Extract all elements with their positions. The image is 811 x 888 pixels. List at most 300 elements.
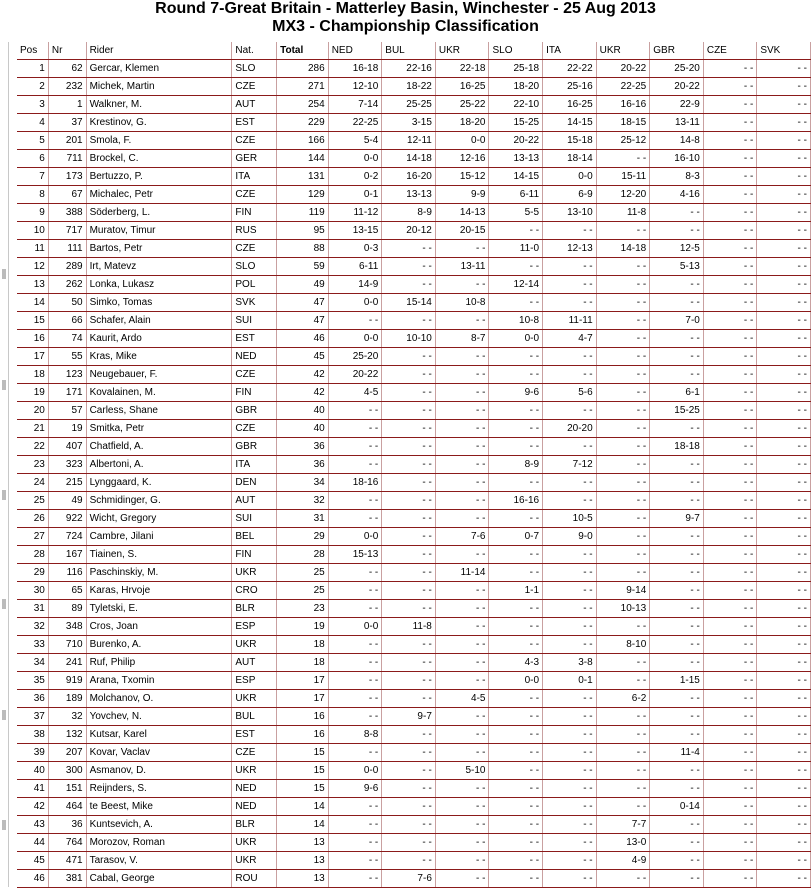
round-score: - - [596, 492, 650, 510]
round-score: - - [650, 276, 704, 294]
table-row [17, 456, 811, 474]
table-row [17, 168, 811, 186]
round-score: - - [757, 348, 811, 366]
round-score: - - [328, 672, 382, 690]
row-pos: 23 [17, 456, 48, 474]
row-pos: 36 [17, 690, 48, 708]
round-score: 14-18 [596, 240, 650, 258]
row-pos: 24 [17, 474, 48, 492]
row-nat: NED [232, 348, 277, 366]
round-score: 18-22 [382, 78, 436, 96]
header-total: Total [277, 42, 329, 60]
round-score: - - [489, 438, 543, 456]
round-score: - - [703, 474, 757, 492]
round-score: 22-25 [596, 78, 650, 96]
row-total: 25 [277, 582, 329, 600]
round-score: - - [328, 492, 382, 510]
round-score: - - [703, 510, 757, 528]
round-score: - - [757, 474, 811, 492]
row-nat: NED [232, 780, 277, 798]
round-score: - - [703, 564, 757, 582]
round-score: - - [596, 420, 650, 438]
round-score: - - [382, 600, 436, 618]
row-total: 18 [277, 654, 329, 672]
row-rider: Chatfield, A. [86, 438, 232, 456]
row-pos: 14 [17, 294, 48, 312]
row-nr: 711 [48, 150, 86, 168]
round-score: - - [596, 474, 650, 492]
round-score: - - [757, 672, 811, 690]
row-nr: 167 [48, 546, 86, 564]
round-score: - - [382, 690, 436, 708]
row-pos: 46 [17, 870, 48, 888]
round-score: 6-11 [328, 258, 382, 276]
row-rider: Cabal, George [86, 870, 232, 888]
row-total: 59 [277, 258, 329, 276]
round-score: - - [703, 654, 757, 672]
row-nat: CZE [232, 366, 277, 384]
round-score: 14-15 [543, 114, 597, 132]
round-score: - - [703, 420, 757, 438]
round-score: - - [543, 690, 597, 708]
round-score: - - [596, 654, 650, 672]
round-score: - - [543, 348, 597, 366]
round-score: - - [650, 654, 704, 672]
round-score: 13-0 [596, 834, 650, 852]
row-total: 286 [277, 60, 329, 78]
row-pos: 40 [17, 762, 48, 780]
round-score: - - [328, 420, 382, 438]
row-pos: 31 [17, 600, 48, 618]
round-score: - - [382, 582, 436, 600]
row-nat: AUT [232, 654, 277, 672]
row-nr: 67 [48, 186, 86, 204]
round-score: - - [435, 366, 489, 384]
round-score: 25-16 [543, 78, 597, 96]
row-rider: Simko, Tomas [86, 294, 232, 312]
row-nr: 151 [48, 780, 86, 798]
table-row [17, 528, 811, 546]
round-score: 0-0 [328, 330, 382, 348]
row-nr: 65 [48, 582, 86, 600]
round-score: 14-15 [489, 168, 543, 186]
round-score: - - [382, 384, 436, 402]
table-row [17, 726, 811, 744]
row-nr: 36 [48, 816, 86, 834]
table-row [17, 96, 811, 114]
row-rider: Molchanov, O. [86, 690, 232, 708]
table-row [17, 312, 811, 330]
round-score: 18-14 [543, 150, 597, 168]
round-score: - - [435, 834, 489, 852]
table-row [17, 492, 811, 510]
round-score: 0-0 [328, 150, 382, 168]
round-score: 10-8 [435, 294, 489, 312]
round-score: 3-8 [543, 654, 597, 672]
round-score: - - [757, 816, 811, 834]
row-nr: 717 [48, 222, 86, 240]
header-rider: Rider [86, 42, 232, 60]
round-score: - - [757, 654, 811, 672]
row-nat: NED [232, 798, 277, 816]
round-score: 0-7 [489, 528, 543, 546]
round-score: - - [435, 492, 489, 510]
page-subtitle: MX3 - Championship Classification [272, 18, 539, 35]
round-score: 13-11 [650, 114, 704, 132]
round-score: - - [596, 348, 650, 366]
row-pos: 25 [17, 492, 48, 510]
round-score: - - [757, 186, 811, 204]
row-nr: 724 [48, 528, 86, 546]
row-pos: 29 [17, 564, 48, 582]
row-nat: AUT [232, 492, 277, 510]
row-nat: BLR [232, 816, 277, 834]
round-score: - - [703, 600, 757, 618]
round-score: 14-9 [328, 276, 382, 294]
round-score: 20-22 [489, 132, 543, 150]
round-score: - - [543, 708, 597, 726]
row-rider: Tiainen, S. [86, 546, 232, 564]
round-score: - - [650, 492, 704, 510]
row-nat: SUI [232, 312, 277, 330]
round-score: - - [382, 726, 436, 744]
round-score: - - [435, 402, 489, 420]
round-score: - - [382, 546, 436, 564]
row-nr: 32 [48, 708, 86, 726]
round-score: - - [757, 726, 811, 744]
round-score: 13-15 [328, 222, 382, 240]
round-score: - - [650, 636, 704, 654]
round-score: 20-12 [382, 222, 436, 240]
row-total: 42 [277, 366, 329, 384]
round-score: - - [435, 708, 489, 726]
round-score: - - [328, 690, 382, 708]
row-nr: 201 [48, 132, 86, 150]
row-nat: DEN [232, 474, 277, 492]
round-score: - - [435, 582, 489, 600]
round-score: - - [382, 240, 436, 258]
round-score: - - [596, 564, 650, 582]
round-score: - - [382, 564, 436, 582]
row-nr: 764 [48, 834, 86, 852]
round-score: - - [382, 276, 436, 294]
round-score: - - [703, 366, 757, 384]
row-nat: GBR [232, 402, 277, 420]
round-score: 15-25 [650, 402, 704, 420]
round-score: - - [489, 564, 543, 582]
round-score: 13-10 [543, 204, 597, 222]
round-score: - - [757, 276, 811, 294]
row-rider: Kaurit, Ardo [86, 330, 232, 348]
round-score: 9-14 [596, 582, 650, 600]
round-score: - - [703, 852, 757, 870]
round-score: - - [489, 510, 543, 528]
round-score: - - [703, 150, 757, 168]
table-row [17, 564, 811, 582]
row-total: 88 [277, 240, 329, 258]
row-nr: 348 [48, 618, 86, 636]
round-score: 3-15 [382, 114, 436, 132]
round-score: 10-5 [543, 510, 597, 528]
round-score: 12-11 [382, 132, 436, 150]
round-score: 9-9 [435, 186, 489, 204]
round-score: - - [328, 402, 382, 420]
row-nat: CZE [232, 420, 277, 438]
table-row [17, 780, 811, 798]
round-score: 0-0 [489, 330, 543, 348]
round-score: 15-18 [543, 132, 597, 150]
round-score: - - [489, 780, 543, 798]
round-score: 11-11 [543, 312, 597, 330]
round-score: - - [435, 546, 489, 564]
round-score: - - [543, 438, 597, 456]
round-score: - - [703, 276, 757, 294]
round-score: 11-8 [382, 618, 436, 636]
round-score: 15-12 [435, 168, 489, 186]
row-total: 15 [277, 744, 329, 762]
row-nr: 207 [48, 744, 86, 762]
row-total: 14 [277, 798, 329, 816]
round-score: - - [757, 780, 811, 798]
round-score: 18-20 [489, 78, 543, 96]
table-row [17, 402, 811, 420]
row-total: 16 [277, 726, 329, 744]
round-score: - - [757, 528, 811, 546]
row-pos: 32 [17, 618, 48, 636]
table-row [17, 510, 811, 528]
round-score: - - [757, 114, 811, 132]
round-score: - - [596, 546, 650, 564]
round-score: - - [382, 834, 436, 852]
row-pos: 20 [17, 402, 48, 420]
row-rider: Bertuzzo, P. [86, 168, 232, 186]
round-score: - - [703, 492, 757, 510]
row-nr: 189 [48, 690, 86, 708]
round-score: 20-22 [650, 78, 704, 96]
row-pos: 30 [17, 582, 48, 600]
round-score: 8-3 [650, 168, 704, 186]
row-nat: CZE [232, 240, 277, 258]
row-total: 23 [277, 600, 329, 618]
row-nat: CRO [232, 582, 277, 600]
round-score: 15-13 [328, 546, 382, 564]
row-nat: EST [232, 726, 277, 744]
round-score: - - [703, 726, 757, 744]
round-score: - - [757, 60, 811, 78]
row-nat: SLO [232, 258, 277, 276]
table-row [17, 582, 811, 600]
row-total: 31 [277, 510, 329, 528]
round-score: 4-7 [543, 330, 597, 348]
round-score: 4-5 [328, 384, 382, 402]
round-score: - - [596, 438, 650, 456]
round-score: - - [382, 636, 436, 654]
round-score: - - [328, 582, 382, 600]
row-nat: SLO [232, 60, 277, 78]
round-score: - - [543, 258, 597, 276]
row-pos: 19 [17, 384, 48, 402]
round-score: - - [703, 168, 757, 186]
row-total: 271 [277, 78, 329, 96]
table-row [17, 834, 811, 852]
row-pos: 1 [17, 60, 48, 78]
round-score: - - [703, 96, 757, 114]
round-score: - - [489, 258, 543, 276]
round-score: - - [489, 816, 543, 834]
table-row [17, 384, 811, 402]
round-score: - - [543, 222, 597, 240]
round-score: 8-10 [596, 636, 650, 654]
round-score: 22-25 [328, 114, 382, 132]
row-rider: Reijnders, S. [86, 780, 232, 798]
round-score: 0-0 [543, 168, 597, 186]
round-score: - - [703, 870, 757, 888]
round-score: - - [596, 708, 650, 726]
round-score: - - [382, 420, 436, 438]
round-score: 6-1 [650, 384, 704, 402]
row-rider: Smola, F. [86, 132, 232, 150]
row-nr: 37 [48, 114, 86, 132]
round-score: - - [543, 852, 597, 870]
round-score: - - [757, 96, 811, 114]
round-score: - - [543, 402, 597, 420]
round-score: - - [703, 312, 757, 330]
round-score: - - [435, 474, 489, 492]
round-score: 5-6 [543, 384, 597, 402]
round-score: 15-25 [489, 114, 543, 132]
round-score: - - [489, 348, 543, 366]
round-score: 25-12 [596, 132, 650, 150]
round-score: - - [757, 546, 811, 564]
round-score: - - [328, 312, 382, 330]
round-score: - - [435, 420, 489, 438]
row-nr: 289 [48, 258, 86, 276]
row-rider: Lonka, Lukasz [86, 276, 232, 294]
round-score: - - [382, 258, 436, 276]
round-score: - - [703, 582, 757, 600]
row-nat: AUT [232, 96, 277, 114]
table-row [17, 870, 811, 888]
round-score: 0-2 [328, 168, 382, 186]
round-score: 6-9 [543, 186, 597, 204]
table-row [17, 222, 811, 240]
round-score: - - [703, 258, 757, 276]
round-score: 8-9 [489, 456, 543, 474]
table-row [17, 690, 811, 708]
row-total: 13 [277, 852, 329, 870]
round-score: - - [328, 870, 382, 888]
row-total: 13 [277, 834, 329, 852]
round-score: - - [757, 870, 811, 888]
round-score: - - [328, 654, 382, 672]
row-rider: Schmidinger, G. [86, 492, 232, 510]
round-score: - - [757, 834, 811, 852]
round-score: - - [596, 384, 650, 402]
round-score: - - [328, 708, 382, 726]
round-score: - - [703, 762, 757, 780]
round-score: 12-14 [489, 276, 543, 294]
row-nat: UKR [232, 564, 277, 582]
row-pos: 9 [17, 204, 48, 222]
row-pos: 45 [17, 852, 48, 870]
round-score: - - [435, 510, 489, 528]
round-score: - - [543, 816, 597, 834]
round-score: 9-6 [328, 780, 382, 798]
round-score: - - [596, 870, 650, 888]
round-score: 6-2 [596, 690, 650, 708]
row-pos: 41 [17, 780, 48, 798]
row-nr: 62 [48, 60, 86, 78]
round-score: - - [489, 636, 543, 654]
round-score: - - [650, 780, 704, 798]
row-rider: Wicht, Gregory [86, 510, 232, 528]
row-rider: Schafer, Alain [86, 312, 232, 330]
round-score: - - [435, 276, 489, 294]
row-nat: SVK [232, 294, 277, 312]
header-pos: Pos [17, 42, 48, 60]
round-score: 16-16 [596, 96, 650, 114]
round-score: 9-7 [650, 510, 704, 528]
table-row [17, 186, 811, 204]
row-pos: 34 [17, 654, 48, 672]
row-total: 254 [277, 96, 329, 114]
header-round: UKR [596, 42, 650, 60]
round-score: - - [543, 582, 597, 600]
row-total: 144 [277, 150, 329, 168]
row-nr: 388 [48, 204, 86, 222]
round-score: - - [757, 852, 811, 870]
round-score: - - [596, 798, 650, 816]
row-nr: 111 [48, 240, 86, 258]
round-score: 18-15 [596, 114, 650, 132]
round-score: 16-25 [435, 78, 489, 96]
round-score: - - [703, 330, 757, 348]
round-score: 9-7 [382, 708, 436, 726]
row-rider: Kras, Mike [86, 348, 232, 366]
row-pos: 37 [17, 708, 48, 726]
row-pos: 13 [17, 276, 48, 294]
round-score: - - [489, 474, 543, 492]
row-rider: Muratov, Timur [86, 222, 232, 240]
round-score: - - [703, 114, 757, 132]
round-score: - - [703, 60, 757, 78]
round-score: - - [596, 618, 650, 636]
row-nr: 66 [48, 312, 86, 330]
row-rider: Kovalainen, M. [86, 384, 232, 402]
row-total: 15 [277, 780, 329, 798]
round-score: - - [328, 816, 382, 834]
header-round: GBR [650, 42, 704, 60]
round-score: - - [543, 492, 597, 510]
row-nat: CZE [232, 132, 277, 150]
table-row [17, 636, 811, 654]
row-pos: 21 [17, 420, 48, 438]
round-score: - - [703, 816, 757, 834]
row-total: 166 [277, 132, 329, 150]
table-row [17, 546, 811, 564]
round-score: 20-15 [435, 222, 489, 240]
round-score: - - [489, 762, 543, 780]
row-nr: 323 [48, 456, 86, 474]
round-score: - - [757, 510, 811, 528]
row-rider: Smitka, Petr [86, 420, 232, 438]
row-nat: FIN [232, 384, 277, 402]
row-nat: UKR [232, 834, 277, 852]
round-score: 5-5 [489, 204, 543, 222]
row-pos: 35 [17, 672, 48, 690]
row-pos: 22 [17, 438, 48, 456]
round-score: - - [757, 204, 811, 222]
